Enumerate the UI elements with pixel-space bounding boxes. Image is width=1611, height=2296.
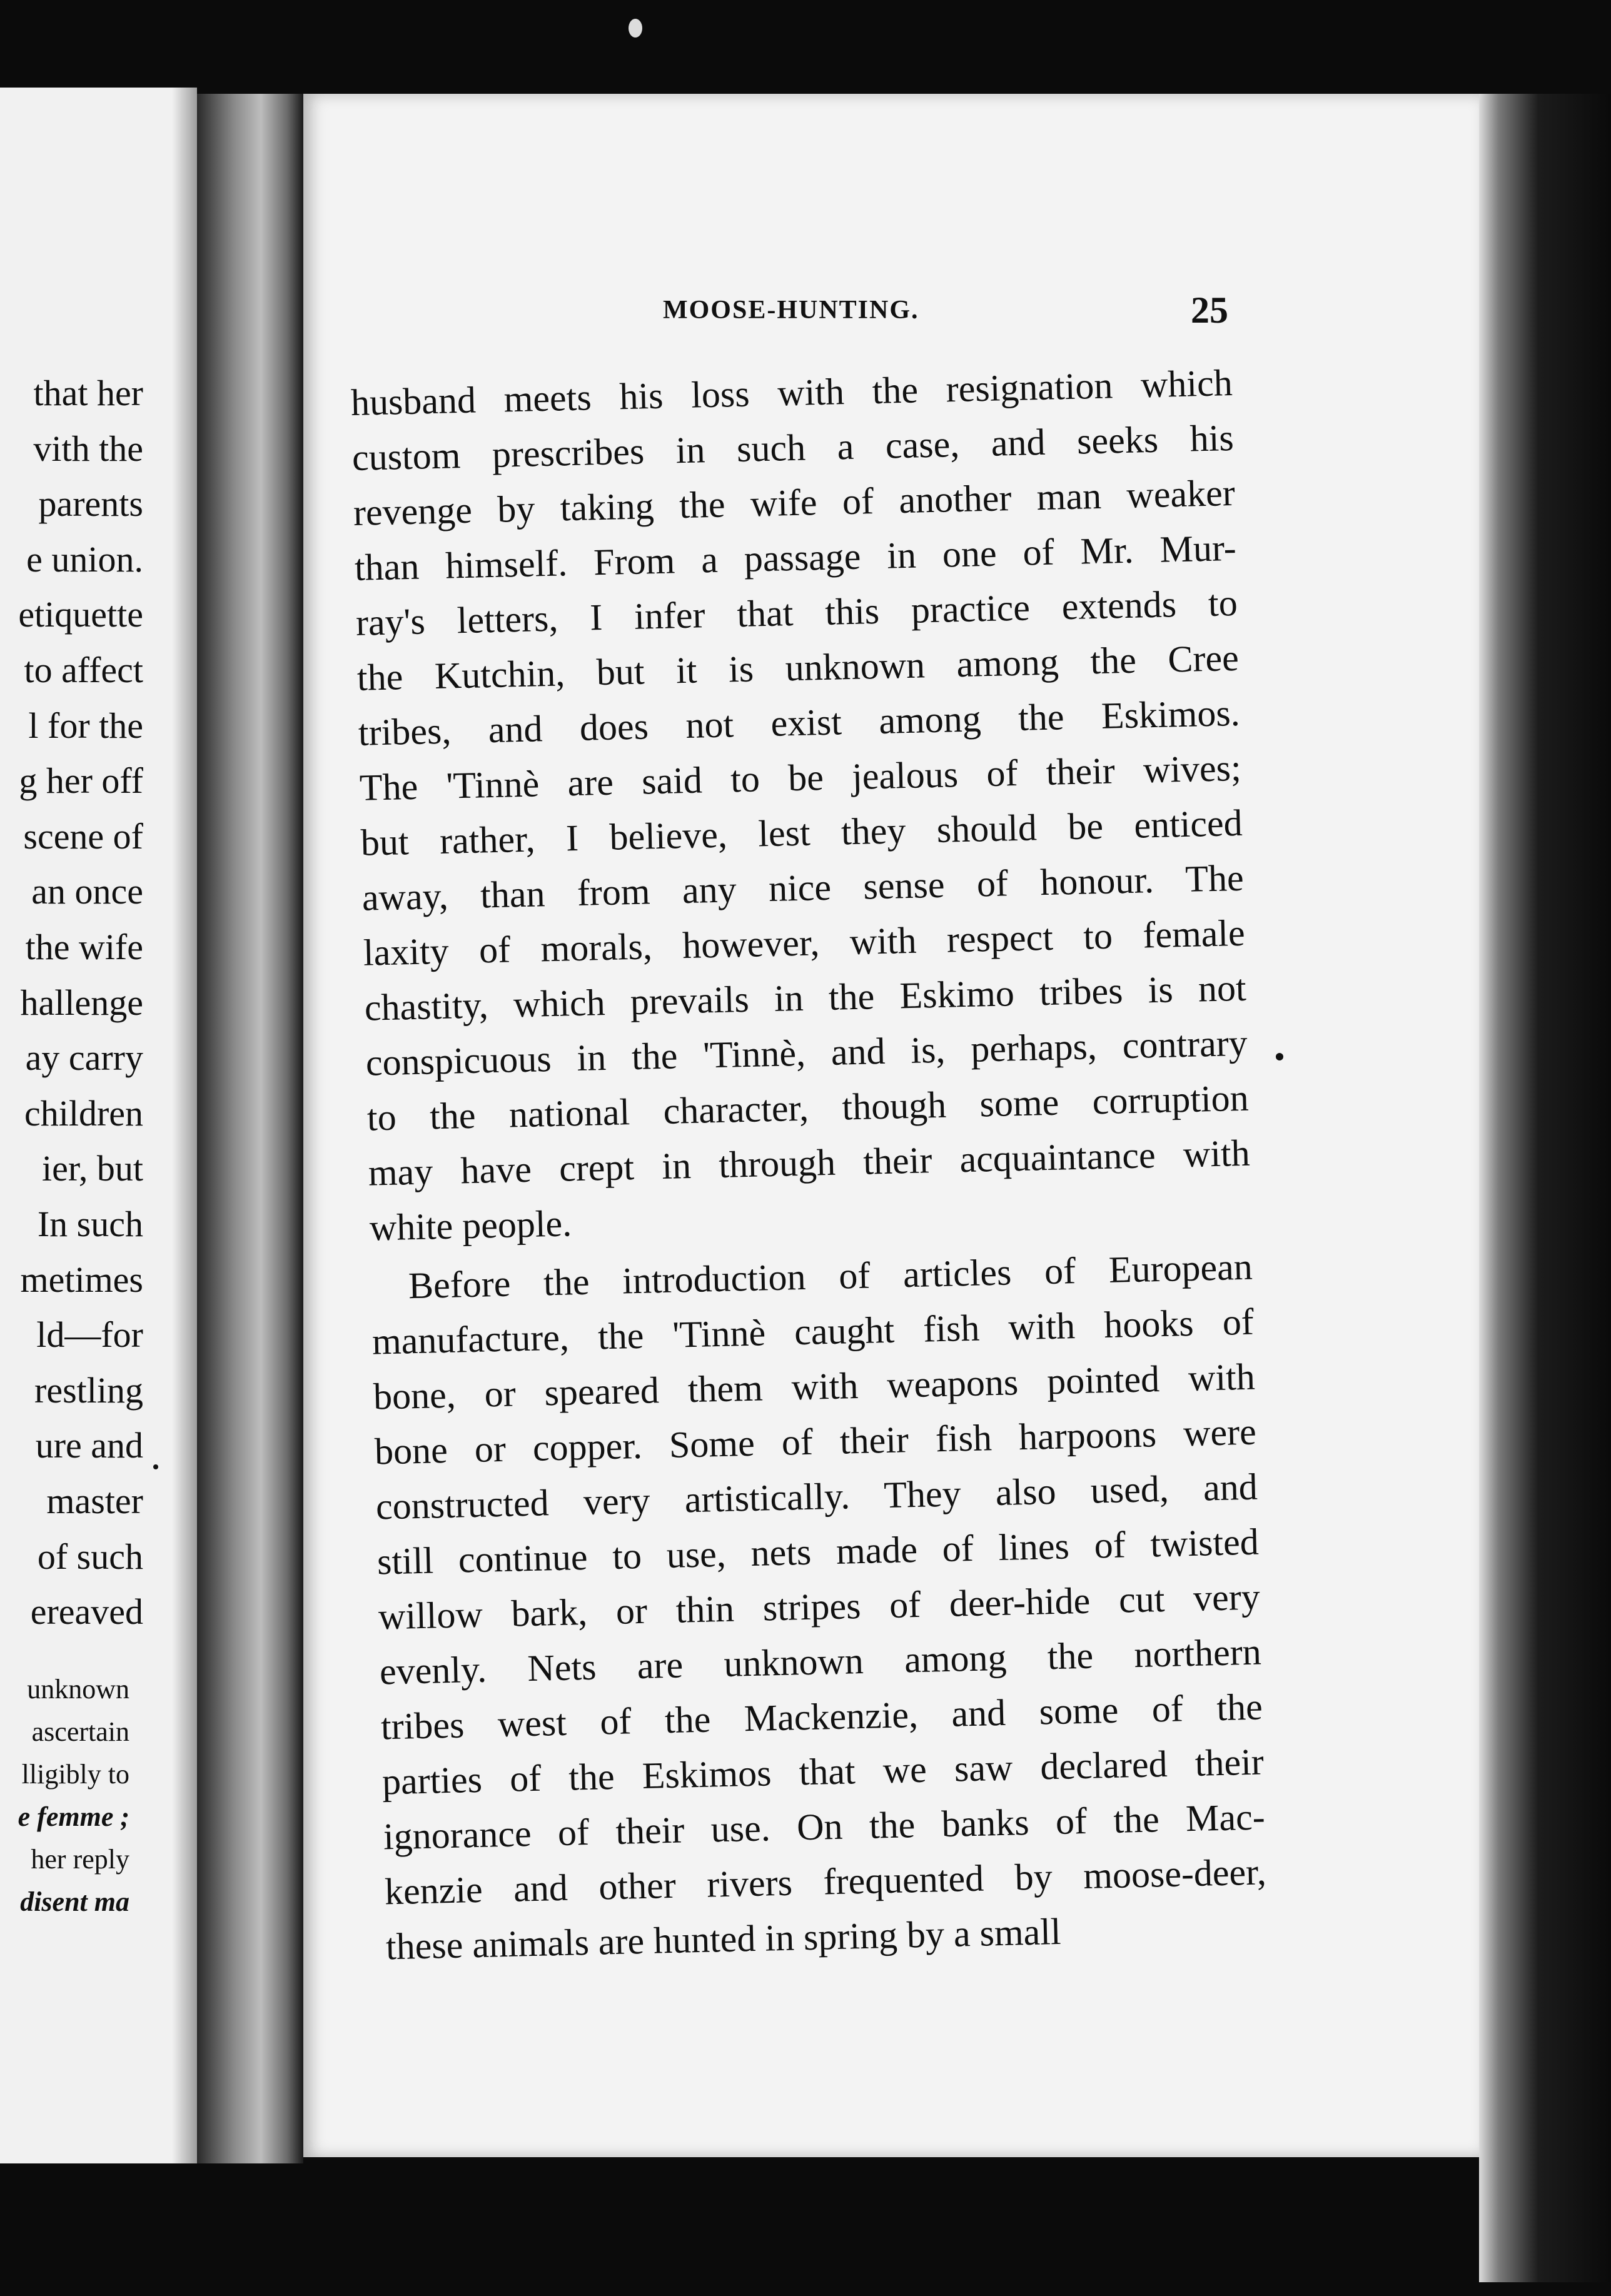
text-line: but rather, I believe, lest they should be enticed bbox=[360, 802, 1243, 864]
facing-page-line: etiquette bbox=[18, 594, 143, 635]
text-line: revenge by taking the wife of another man weaker bbox=[353, 471, 1236, 533]
facing-page-line: ereaved bbox=[30, 1591, 143, 1633]
facing-page-line: l for the bbox=[28, 705, 143, 746]
facing-page-footnote-line: disent ma bbox=[20, 1886, 129, 1917]
facing-page-footnote-line: e femme ; bbox=[18, 1801, 129, 1832]
facing-page-line: vith the bbox=[33, 428, 143, 469]
facing-page-line: g her off bbox=[19, 760, 143, 802]
text-line: white people. bbox=[369, 1202, 572, 1249]
text-line: kenzie and other rivers frequented by moose-deer, bbox=[384, 1851, 1267, 1913]
text-line: chastity, which prevails in the Eskimo tribes is not bbox=[364, 967, 1247, 1029]
text-line: laxity of morals, however, with respect to female bbox=[363, 912, 1246, 974]
scan-speck bbox=[1276, 1053, 1283, 1060]
facing-page-line: restling bbox=[34, 1369, 143, 1411]
facing-page-footnote-line: lligibly to bbox=[21, 1759, 129, 1790]
text-line: ray's letters, I infer that this practice extends to bbox=[355, 582, 1238, 643]
page-edge bbox=[1479, 94, 1611, 2282]
text-line: to the national character, though some corruption bbox=[366, 1077, 1250, 1139]
text-line: still continue to use, nets made of lines of twisted bbox=[376, 1521, 1260, 1583]
facing-page-line: In such bbox=[37, 1204, 143, 1244]
page-number: 25 bbox=[1191, 290, 1228, 331]
text-line: ignorance of their use. On the banks of the Mac- bbox=[383, 1796, 1266, 1858]
text-line: husband meets his loss with the resignation which bbox=[350, 362, 1233, 423]
scan-speck bbox=[153, 1464, 158, 1469]
text-line: than himself. From a passage in one of Mr. Mur- bbox=[354, 526, 1237, 588]
text-line: tribes, and does not exist among the Eskimos. bbox=[358, 692, 1241, 753]
running-head: MOOSE-HUNTING. bbox=[663, 296, 919, 325]
book-gutter bbox=[197, 94, 303, 2163]
text-line: bone, or speared them with weapons pointed with bbox=[373, 1356, 1256, 1417]
facing-page-footnote-line: ascertain bbox=[31, 1716, 129, 1747]
text-line: bone or copper. Some of their fish harpoons were bbox=[374, 1411, 1257, 1473]
body-text bbox=[350, 355, 1268, 1974]
scan-speck bbox=[629, 19, 642, 38]
facing-page-line: hallenge bbox=[20, 982, 143, 1023]
text-line: constructed very artistically. They also used, and bbox=[375, 1466, 1258, 1528]
facing-page-line: the wife bbox=[25, 927, 143, 967]
facing-page-line: to affect bbox=[24, 650, 143, 690]
facing-page-line: ure and bbox=[35, 1425, 143, 1466]
text-line: these animals are hunted in spring by a small bbox=[385, 1910, 1062, 1968]
facing-page-line: scene of bbox=[23, 815, 143, 857]
facing-page-line: children bbox=[24, 1092, 143, 1134]
paragraph-1 bbox=[350, 355, 1252, 1256]
text-line: the Kutchin, but it is unknown among the Cree bbox=[356, 637, 1240, 698]
facing-page-line: parents bbox=[38, 483, 143, 525]
text-line: conspicuous in the 'Tinnè, and is, perhaps, contrary bbox=[365, 1022, 1248, 1084]
text-line: tribes west of the Mackenzie, and some of the bbox=[380, 1686, 1263, 1748]
text-line: may have crept in through their acquaintance with bbox=[368, 1132, 1251, 1194]
text-line: willow bark, or thin stripes of deer-hide cut very bbox=[378, 1576, 1261, 1638]
text-line: Before the introduction of articles of European bbox=[408, 1246, 1253, 1307]
page-shadow bbox=[172, 88, 197, 2163]
text-line: away, than from any nice sense of honour. The bbox=[361, 857, 1245, 919]
text-line: parties of the Eskimos that we saw declared their bbox=[381, 1741, 1265, 1803]
text-line: The 'Tinnè are said to be jealous of their wives; bbox=[359, 747, 1242, 808]
facing-page-line: metimes bbox=[20, 1259, 143, 1300]
facing-page-line: an once bbox=[31, 871, 143, 912]
text-line: custom prescribes in such a case, and seeks his bbox=[351, 416, 1235, 478]
text-line: manufacture, the 'Tinnè caught fish with hooks of bbox=[371, 1301, 1255, 1362]
paragraph-2 bbox=[370, 1239, 1268, 1975]
facing-page-line: ay carry bbox=[25, 1037, 143, 1079]
facing-page-footnote-line: her reply bbox=[31, 1844, 129, 1875]
facing-page-line: e union. bbox=[26, 538, 143, 580]
facing-page-footnote-line: unknown bbox=[27, 1674, 129, 1704]
facing-page-line: ld—for bbox=[36, 1314, 143, 1356]
facing-page-line: master bbox=[46, 1481, 143, 1521]
facing-page-line: of such bbox=[37, 1536, 143, 1577]
text-line: evenly. Nets are unknown among the northern bbox=[379, 1631, 1262, 1693]
facing-page-line: ier, but bbox=[42, 1148, 143, 1189]
facing-page bbox=[0, 88, 197, 2163]
facing-page-line: that her bbox=[33, 373, 143, 413]
